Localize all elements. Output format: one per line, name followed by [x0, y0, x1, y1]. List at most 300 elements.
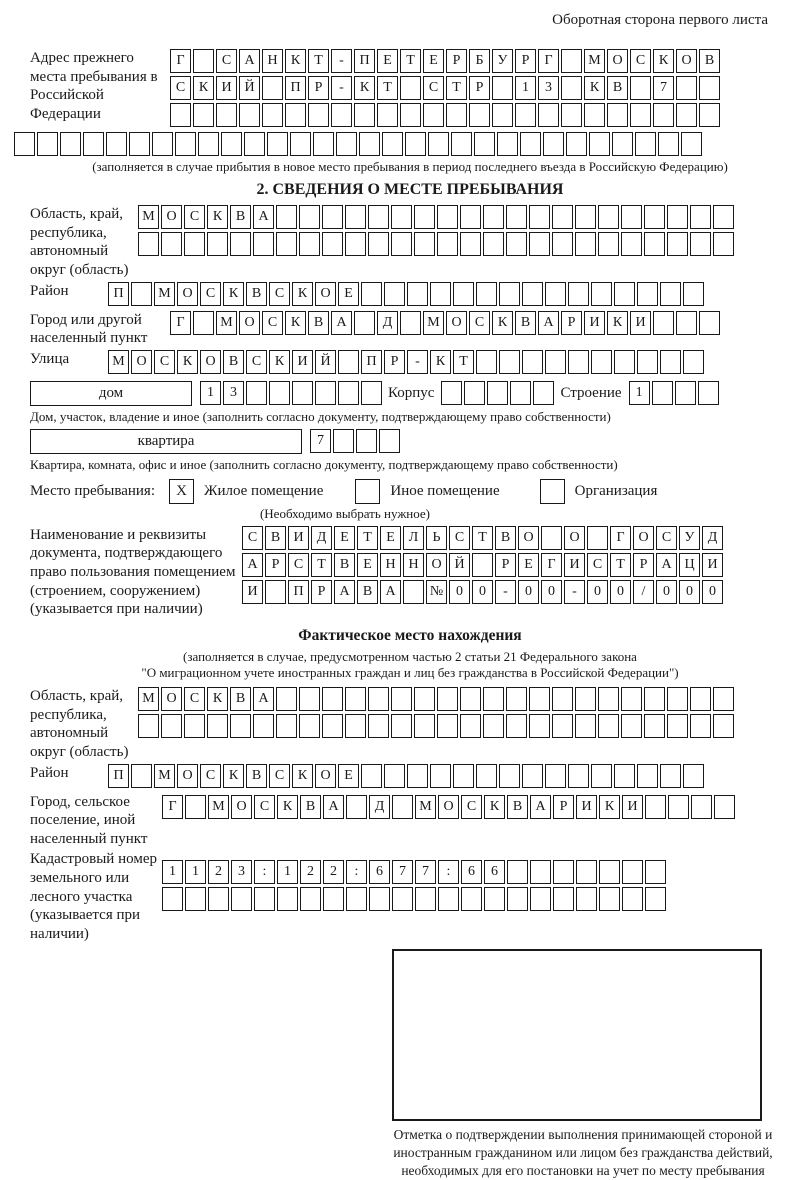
char-cell[interactable] — [299, 232, 320, 256]
char-cell[interactable] — [591, 350, 612, 374]
char-cell[interactable] — [185, 887, 206, 911]
char-cell[interactable] — [507, 860, 528, 884]
char-cell[interactable]: Д — [369, 795, 390, 819]
char-cell[interactable]: А — [253, 205, 274, 229]
char-cell[interactable]: С — [423, 76, 444, 100]
char-cell[interactable]: - — [564, 580, 585, 604]
char-cell[interactable]: О — [426, 553, 447, 577]
char-cell[interactable] — [299, 687, 320, 711]
char-cell[interactable]: 0 — [656, 580, 677, 604]
char-cell[interactable] — [322, 687, 343, 711]
char-cell[interactable]: / — [633, 580, 654, 604]
char-cell[interactable] — [414, 687, 435, 711]
char-cell[interactable]: 1 — [162, 860, 183, 884]
char-cell[interactable] — [543, 132, 564, 156]
char-cell[interactable] — [106, 132, 127, 156]
char-cell[interactable] — [612, 132, 633, 156]
char-cell[interactable] — [254, 887, 275, 911]
char-cell[interactable]: С — [587, 553, 608, 577]
char-cell[interactable] — [138, 232, 159, 256]
char-cell[interactable] — [676, 103, 697, 127]
char-cell[interactable]: О — [438, 795, 459, 819]
char-cell[interactable] — [575, 232, 596, 256]
char-cell[interactable]: В — [607, 76, 628, 100]
char-cell[interactable]: М — [216, 311, 237, 335]
char-cell[interactable] — [492, 76, 513, 100]
char-cell[interactable]: О — [633, 526, 654, 550]
char-cell[interactable] — [216, 103, 237, 127]
char-cell[interactable] — [566, 132, 587, 156]
char-cell[interactable] — [407, 764, 428, 788]
char-cell[interactable]: Н — [262, 49, 283, 73]
char-cell[interactable] — [361, 282, 382, 306]
char-cell[interactable] — [553, 860, 574, 884]
char-cell[interactable] — [630, 76, 651, 100]
char-cell[interactable]: С — [630, 49, 651, 73]
char-cell[interactable]: В — [495, 526, 516, 550]
char-cell[interactable]: В — [230, 687, 251, 711]
char-cell[interactable] — [533, 381, 554, 405]
char-cell[interactable]: Т — [311, 553, 332, 577]
char-cell[interactable] — [506, 205, 527, 229]
char-cell[interactable] — [660, 350, 681, 374]
char-cell[interactable]: П — [288, 580, 309, 604]
char-cell[interactable] — [561, 49, 582, 73]
char-cell[interactable] — [403, 580, 424, 604]
char-cell[interactable] — [598, 714, 619, 738]
char-cell[interactable] — [37, 132, 58, 156]
char-cell[interactable] — [382, 132, 403, 156]
char-cell[interactable] — [487, 381, 508, 405]
char-cell[interactable] — [437, 232, 458, 256]
char-cell[interactable] — [14, 132, 35, 156]
char-cell[interactable] — [668, 795, 689, 819]
char-cell[interactable] — [530, 887, 551, 911]
char-cell[interactable] — [414, 232, 435, 256]
char-cell[interactable] — [483, 714, 504, 738]
char-cell[interactable] — [614, 350, 635, 374]
char-cell[interactable] — [368, 205, 389, 229]
char-cell[interactable] — [699, 311, 720, 335]
char-cell[interactable] — [322, 714, 343, 738]
char-cell[interactable] — [510, 381, 531, 405]
char-cell[interactable]: К — [223, 282, 244, 306]
char-cell[interactable] — [368, 687, 389, 711]
char-cell[interactable]: Г — [538, 49, 559, 73]
char-cell[interactable] — [469, 103, 490, 127]
char-cell[interactable]: М — [138, 205, 159, 229]
char-cell[interactable] — [506, 687, 527, 711]
char-cell[interactable]: А — [656, 553, 677, 577]
char-cell[interactable] — [323, 887, 344, 911]
char-cell[interactable] — [575, 687, 596, 711]
char-cell[interactable]: 3 — [231, 860, 252, 884]
char-cell[interactable] — [400, 76, 421, 100]
char-cell[interactable]: - — [331, 49, 352, 73]
char-cell[interactable] — [345, 714, 366, 738]
char-cell[interactable]: К — [207, 205, 228, 229]
char-cell[interactable]: С — [461, 795, 482, 819]
char-cell[interactable]: О — [564, 526, 585, 550]
char-cell[interactable] — [607, 103, 628, 127]
char-cell[interactable] — [313, 132, 334, 156]
char-cell[interactable]: 2 — [323, 860, 344, 884]
char-cell[interactable] — [460, 205, 481, 229]
char-cell[interactable]: В — [300, 795, 321, 819]
char-cell[interactable] — [333, 429, 354, 453]
char-cell[interactable]: В — [246, 764, 267, 788]
char-cell[interactable] — [438, 887, 459, 911]
char-cell[interactable] — [170, 103, 191, 127]
char-cell[interactable] — [369, 887, 390, 911]
char-cell[interactable]: Г — [170, 49, 191, 73]
char-cell[interactable] — [437, 687, 458, 711]
char-cell[interactable]: 2 — [208, 860, 229, 884]
char-cell[interactable] — [446, 103, 467, 127]
char-cell[interactable] — [244, 132, 265, 156]
char-cell[interactable] — [690, 687, 711, 711]
char-cell[interactable]: С — [269, 764, 290, 788]
char-cell[interactable]: Р — [469, 76, 490, 100]
char-cell[interactable] — [83, 132, 104, 156]
char-cell[interactable]: Ц — [679, 553, 700, 577]
char-cell[interactable]: П — [108, 282, 129, 306]
char-cell[interactable] — [507, 887, 528, 911]
char-cell[interactable] — [653, 103, 674, 127]
char-cell[interactable]: М — [208, 795, 229, 819]
char-cell[interactable]: В — [308, 311, 329, 335]
char-cell[interactable] — [530, 860, 551, 884]
char-cell[interactable] — [614, 282, 635, 306]
char-cell[interactable]: К — [193, 76, 214, 100]
char-cell[interactable] — [568, 764, 589, 788]
char-cell[interactable]: Н — [380, 553, 401, 577]
char-cell[interactable]: Б — [469, 49, 490, 73]
char-cell[interactable] — [522, 282, 543, 306]
char-cell[interactable]: О — [200, 350, 221, 374]
char-cell[interactable] — [637, 764, 658, 788]
char-cell[interactable] — [499, 350, 520, 374]
char-cell[interactable] — [308, 103, 329, 127]
char-cell[interactable] — [667, 232, 688, 256]
char-cell[interactable] — [391, 232, 412, 256]
char-cell[interactable]: И — [584, 311, 605, 335]
char-cell[interactable]: И — [630, 311, 651, 335]
char-cell[interactable] — [384, 764, 405, 788]
char-cell[interactable]: О — [231, 795, 252, 819]
char-cell[interactable] — [476, 350, 497, 374]
char-cell[interactable]: 1 — [200, 381, 221, 405]
char-cell[interactable] — [653, 311, 674, 335]
char-cell[interactable]: В — [357, 580, 378, 604]
char-cell[interactable] — [392, 795, 413, 819]
char-cell[interactable] — [691, 795, 712, 819]
char-cell[interactable] — [645, 860, 666, 884]
char-cell[interactable] — [714, 795, 735, 819]
char-cell[interactable] — [430, 282, 451, 306]
char-cell[interactable]: С — [288, 553, 309, 577]
char-cell[interactable]: 6 — [369, 860, 390, 884]
char-cell[interactable]: В — [246, 282, 267, 306]
char-cell[interactable] — [300, 887, 321, 911]
char-cell[interactable] — [497, 132, 518, 156]
char-cell[interactable]: Т — [308, 49, 329, 73]
char-cell[interactable] — [552, 205, 573, 229]
char-cell[interactable]: Р — [265, 553, 286, 577]
char-cell[interactable]: А — [239, 49, 260, 73]
char-cell[interactable] — [131, 282, 152, 306]
char-cell[interactable]: О — [177, 764, 198, 788]
char-cell[interactable]: Т — [453, 350, 474, 374]
char-cell[interactable] — [338, 350, 359, 374]
char-cell[interactable] — [276, 714, 297, 738]
char-cell[interactable]: И — [576, 795, 597, 819]
char-cell[interactable] — [483, 205, 504, 229]
char-cell[interactable] — [129, 132, 150, 156]
char-cell[interactable]: - — [331, 76, 352, 100]
char-cell[interactable]: П — [285, 76, 306, 100]
char-cell[interactable] — [575, 714, 596, 738]
char-cell[interactable] — [131, 764, 152, 788]
char-cell[interactable] — [591, 764, 612, 788]
char-cell[interactable] — [713, 714, 734, 738]
char-cell[interactable] — [589, 132, 610, 156]
char-cell[interactable]: 1 — [629, 381, 650, 405]
char-cell[interactable] — [545, 764, 566, 788]
char-cell[interactable]: Е — [380, 526, 401, 550]
char-cell[interactable]: Р — [633, 553, 654, 577]
char-cell[interactable]: - — [495, 580, 516, 604]
char-cell[interactable] — [428, 132, 449, 156]
char-cell[interactable] — [453, 764, 474, 788]
char-cell[interactable]: М — [108, 350, 129, 374]
char-cell[interactable] — [331, 103, 352, 127]
char-cell[interactable]: К — [285, 49, 306, 73]
char-cell[interactable]: Т — [446, 76, 467, 100]
char-cell[interactable] — [561, 76, 582, 100]
char-cell[interactable] — [356, 429, 377, 453]
char-cell[interactable]: К — [599, 795, 620, 819]
char-cell[interactable] — [660, 282, 681, 306]
char-cell[interactable]: С — [216, 49, 237, 73]
char-cell[interactable] — [405, 132, 426, 156]
char-cell[interactable]: К — [177, 350, 198, 374]
char-cell[interactable]: М — [154, 764, 175, 788]
char-cell[interactable]: И — [288, 526, 309, 550]
char-cell[interactable]: И — [702, 553, 723, 577]
char-cell[interactable] — [621, 205, 642, 229]
organization-checkbox[interactable] — [540, 479, 565, 504]
char-cell[interactable] — [622, 860, 643, 884]
char-cell[interactable]: О — [518, 526, 539, 550]
char-cell[interactable] — [599, 887, 620, 911]
char-cell[interactable] — [185, 795, 206, 819]
char-cell[interactable]: П — [108, 764, 129, 788]
char-cell[interactable]: Д — [702, 526, 723, 550]
char-cell[interactable]: Т — [377, 76, 398, 100]
char-cell[interactable] — [576, 860, 597, 884]
char-cell[interactable] — [346, 887, 367, 911]
char-cell[interactable]: Е — [338, 282, 359, 306]
char-cell[interactable]: К — [292, 282, 313, 306]
char-cell[interactable]: К — [223, 764, 244, 788]
char-cell[interactable]: : — [438, 860, 459, 884]
residential-checkbox[interactable]: X — [169, 479, 194, 504]
char-cell[interactable]: К — [354, 76, 375, 100]
char-cell[interactable] — [453, 282, 474, 306]
char-cell[interactable]: Е — [518, 553, 539, 577]
char-cell[interactable] — [644, 205, 665, 229]
char-cell[interactable]: К — [653, 49, 674, 73]
char-cell[interactable]: Л — [403, 526, 424, 550]
char-cell[interactable]: О — [131, 350, 152, 374]
char-cell[interactable]: Р — [384, 350, 405, 374]
char-cell[interactable] — [60, 132, 81, 156]
char-cell[interactable] — [515, 103, 536, 127]
char-cell[interactable] — [407, 282, 428, 306]
char-cell[interactable] — [598, 205, 619, 229]
char-cell[interactable] — [437, 714, 458, 738]
char-cell[interactable] — [415, 887, 436, 911]
char-cell[interactable]: К — [277, 795, 298, 819]
char-cell[interactable]: М — [138, 687, 159, 711]
char-cell[interactable] — [276, 232, 297, 256]
char-cell[interactable]: А — [334, 580, 355, 604]
char-cell[interactable] — [529, 232, 550, 256]
char-cell[interactable]: К — [607, 311, 628, 335]
char-cell[interactable] — [506, 232, 527, 256]
char-cell[interactable] — [545, 282, 566, 306]
char-cell[interactable] — [681, 132, 702, 156]
char-cell[interactable] — [630, 103, 651, 127]
char-cell[interactable] — [276, 687, 297, 711]
char-cell[interactable] — [698, 381, 719, 405]
char-cell[interactable] — [483, 232, 504, 256]
char-cell[interactable] — [277, 887, 298, 911]
char-cell[interactable] — [522, 350, 543, 374]
char-cell[interactable] — [690, 232, 711, 256]
char-cell[interactable]: Р — [553, 795, 574, 819]
char-cell[interactable] — [207, 232, 228, 256]
char-cell[interactable]: 7 — [653, 76, 674, 100]
char-cell[interactable] — [690, 714, 711, 738]
char-cell[interactable] — [520, 132, 541, 156]
char-cell[interactable] — [598, 232, 619, 256]
char-cell[interactable] — [699, 76, 720, 100]
char-cell[interactable]: П — [361, 350, 382, 374]
char-cell[interactable]: О — [161, 687, 182, 711]
other-premises-checkbox[interactable] — [355, 479, 380, 504]
char-cell[interactable]: 0 — [587, 580, 608, 604]
char-cell[interactable]: А — [242, 553, 263, 577]
char-cell[interactable]: Е — [357, 553, 378, 577]
char-cell[interactable]: 7 — [415, 860, 436, 884]
char-cell[interactable]: С — [184, 687, 205, 711]
char-cell[interactable]: О — [177, 282, 198, 306]
char-cell[interactable] — [460, 714, 481, 738]
char-cell[interactable]: Р — [495, 553, 516, 577]
char-cell[interactable] — [568, 350, 589, 374]
char-cell[interactable] — [713, 205, 734, 229]
char-cell[interactable]: В — [515, 311, 536, 335]
char-cell[interactable]: А — [380, 580, 401, 604]
char-cell[interactable] — [175, 132, 196, 156]
char-cell[interactable] — [290, 132, 311, 156]
char-cell[interactable] — [359, 132, 380, 156]
char-cell[interactable] — [635, 132, 656, 156]
char-cell[interactable]: В — [223, 350, 244, 374]
char-cell[interactable] — [568, 282, 589, 306]
char-cell[interactable] — [460, 687, 481, 711]
char-cell[interactable] — [676, 311, 697, 335]
char-cell[interactable] — [414, 205, 435, 229]
char-cell[interactable] — [658, 132, 679, 156]
char-cell[interactable] — [230, 232, 251, 256]
char-cell[interactable]: О — [607, 49, 628, 73]
char-cell[interactable] — [430, 764, 451, 788]
char-cell[interactable] — [584, 103, 605, 127]
char-cell[interactable]: 0 — [702, 580, 723, 604]
char-cell[interactable] — [499, 282, 520, 306]
char-cell[interactable] — [276, 205, 297, 229]
char-cell[interactable]: Т — [472, 526, 493, 550]
char-cell[interactable] — [423, 103, 444, 127]
char-cell[interactable] — [391, 205, 412, 229]
char-cell[interactable]: С — [469, 311, 490, 335]
char-cell[interactable]: К — [269, 350, 290, 374]
char-cell[interactable] — [377, 103, 398, 127]
char-cell[interactable]: 2 — [300, 860, 321, 884]
char-cell[interactable] — [637, 282, 658, 306]
char-cell[interactable]: Т — [610, 553, 631, 577]
char-cell[interactable] — [400, 103, 421, 127]
char-cell[interactable] — [667, 687, 688, 711]
char-cell[interactable]: О — [315, 282, 336, 306]
char-cell[interactable]: К — [430, 350, 451, 374]
char-cell[interactable] — [667, 205, 688, 229]
char-cell[interactable] — [484, 887, 505, 911]
char-cell[interactable] — [345, 232, 366, 256]
char-cell[interactable] — [690, 205, 711, 229]
char-cell[interactable]: С — [242, 526, 263, 550]
char-cell[interactable]: Й — [239, 76, 260, 100]
char-cell[interactable]: М — [154, 282, 175, 306]
char-cell[interactable]: М — [415, 795, 436, 819]
char-cell[interactable]: Ь — [426, 526, 447, 550]
char-cell[interactable]: А — [331, 311, 352, 335]
char-cell[interactable] — [299, 205, 320, 229]
char-cell[interactable] — [676, 76, 697, 100]
char-cell[interactable] — [483, 687, 504, 711]
char-cell[interactable] — [644, 687, 665, 711]
char-cell[interactable]: Й — [315, 350, 336, 374]
char-cell[interactable] — [285, 103, 306, 127]
char-cell[interactable] — [269, 381, 290, 405]
char-cell[interactable]: Е — [377, 49, 398, 73]
char-cell[interactable] — [622, 887, 643, 911]
char-cell[interactable] — [472, 553, 493, 577]
char-cell[interactable] — [299, 714, 320, 738]
char-cell[interactable] — [184, 232, 205, 256]
char-cell[interactable] — [193, 311, 214, 335]
char-cell[interactable] — [621, 687, 642, 711]
char-cell[interactable]: К — [292, 764, 313, 788]
char-cell[interactable]: С — [254, 795, 275, 819]
char-cell[interactable] — [552, 714, 573, 738]
char-cell[interactable] — [184, 714, 205, 738]
char-cell[interactable] — [198, 132, 219, 156]
char-cell[interactable] — [614, 764, 635, 788]
